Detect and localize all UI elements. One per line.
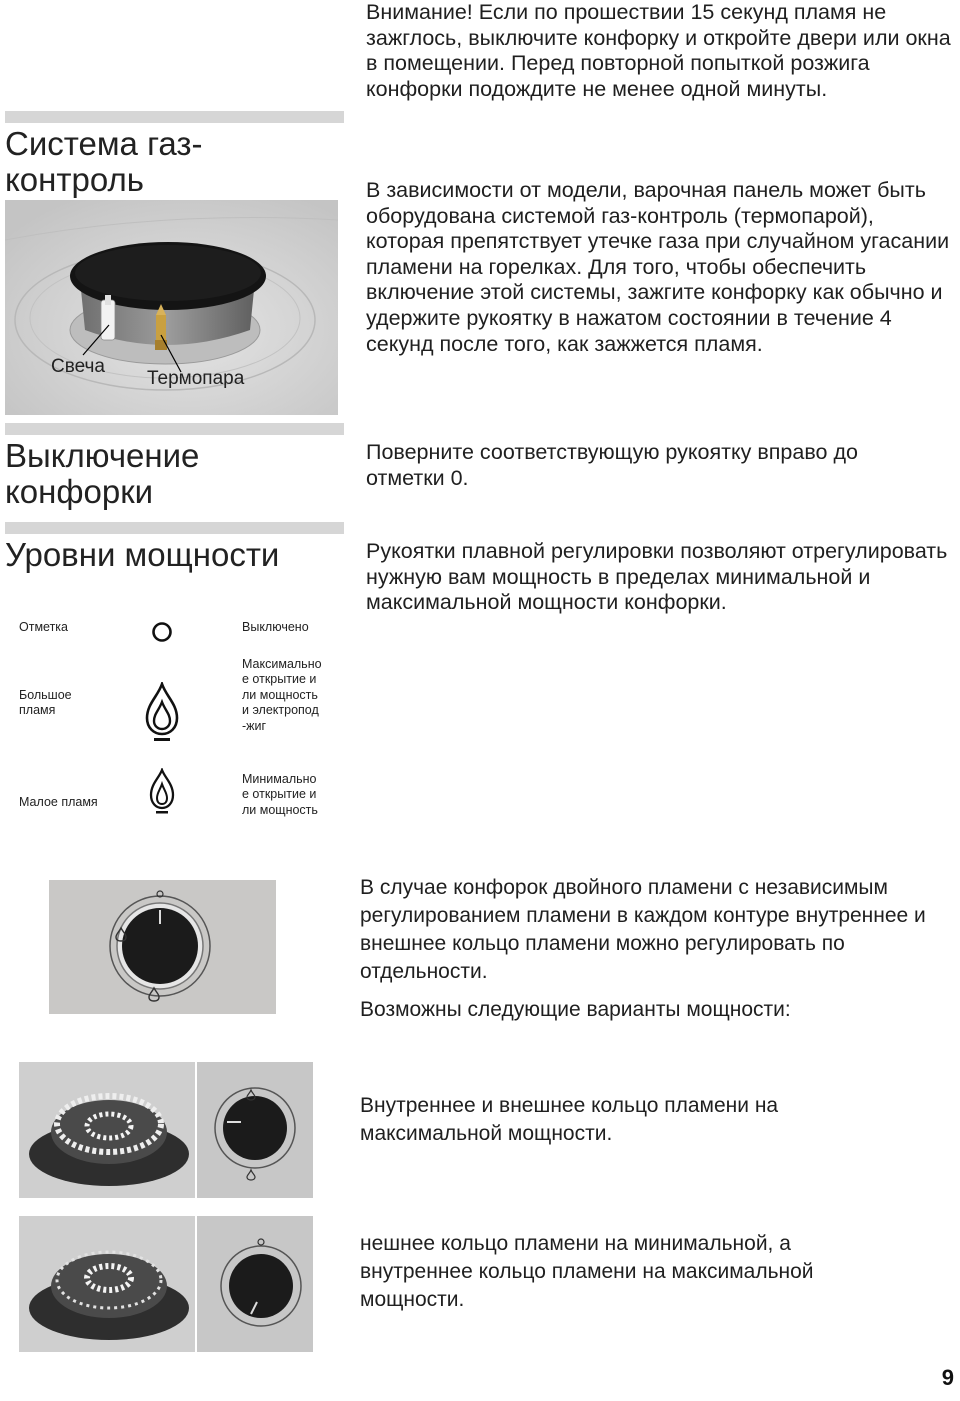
desc-small: Минимальное открытие или мощность [242,772,318,817]
candle-label: Свеча [51,356,106,377]
power-levels-text: Рукоятки плавной регулировки позволяют отрегулировать нужную вам мощность в пределах минимальной и максимальной мощности конфорки. [366,539,948,615]
option-1-text: Внутреннее и внешнее кольцо пламени на максимальной мощности. [360,1094,779,1145]
burner-option-1-image [19,1062,313,1198]
mark-label-large: Большое пламя [19,688,72,718]
page-number: 9 [941,1365,954,1390]
option-2-text: нешнее кольцо пламени на минимальной, а внутреннее кольцо пламени на максимальной мощности. [360,1232,814,1311]
mark-label-off: Отметка [19,620,68,634]
large-flame-icon [144,682,180,742]
section-divider [5,111,344,123]
off-circle-icon [150,620,174,644]
desc-large: Максимальное открытие или мощность и электропод-жиг [242,657,322,733]
gas-control-illustration [5,200,338,415]
desc-off: Выключено [242,620,309,634]
gas-control-text: В зависимости от модели, варочная панель может быть оборудована системой газ-контроль (термопарой), которая препятствует утечке газа при случайном угасании пламени на горелках. Для того, чтобы обеспечить включение этой системы, зажгите конфорку как обычно и удержите рукоятку в нажатом состоянии в течение 4 секунд после того, как зажжется пламя. [366,178,950,356]
dual-flame-text: В случае конфорок двойного пламени с независимым регулированием пламени в каждом контуре внутреннее и внешнее кольцо пламени можно регулировать по отдельности. [360,876,926,983]
turn-off-text: Поверните соответствующую рукоятку вправо до отметки 0. [366,440,858,490]
options-intro-text: Возможны следующие варианты мощности: [360,998,791,1021]
small-flame-icon [148,768,176,816]
section-divider [5,423,344,435]
thermocouple-label: Термопара [147,368,245,389]
warning-text: Внимание! Если по прошествии 15 секунд пламя не зажглось, выключите конфорку и откройте двери или окна в помещении. Перед повторной попыткой розжига конфорки подождите не менее одной минуты. [366,0,951,101]
turn-off-heading: Выключение конфорки [5,437,200,510]
dual-flame-knob-image [49,880,276,1014]
gas-control-heading: Система газ-контроль [5,125,203,198]
power-levels-heading: Уровни мощности [5,536,280,573]
burner-option-2-image [19,1216,313,1352]
mark-label-small: Малое пламя [19,795,98,809]
section-divider [5,522,344,534]
